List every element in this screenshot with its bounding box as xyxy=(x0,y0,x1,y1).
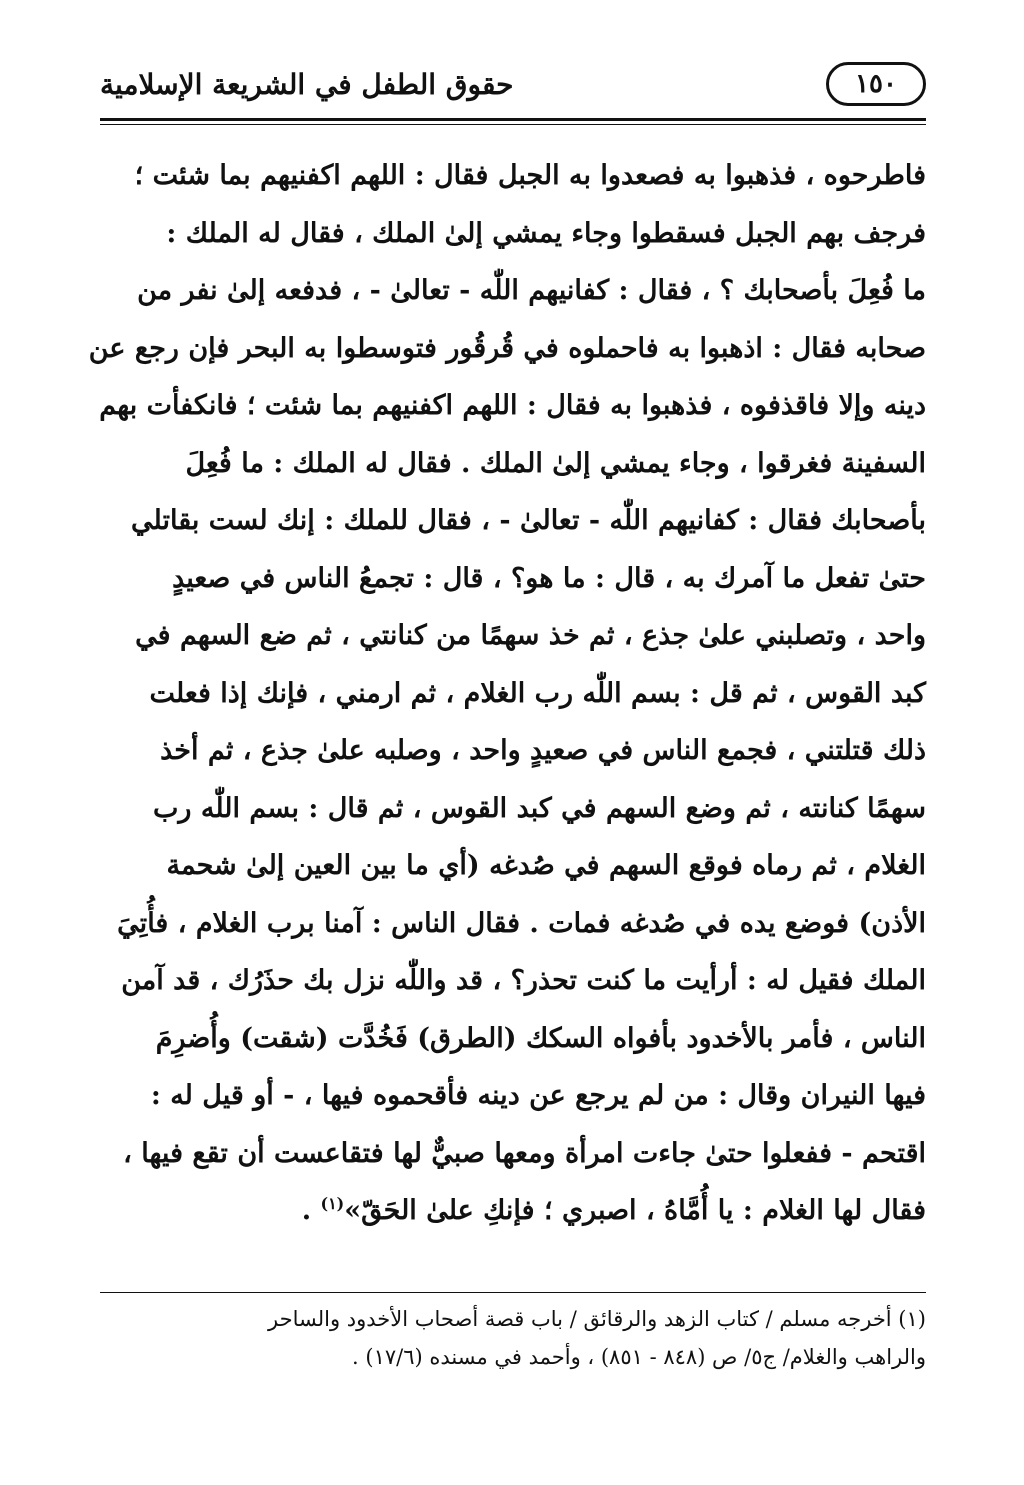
body-last-line xyxy=(100,1182,926,1240)
page-number-badge: ١٥٠ xyxy=(826,62,926,106)
body-line: بأصحابك فقال : كفانيهم اللّٰه - تعالىٰ - ، فقال للملك : إنك لست بقاتلي xyxy=(131,505,926,536)
header-rule-thick xyxy=(100,118,926,121)
body-line: كبد القوس ، ثم قل : بسم اللّٰه رب الغلام ، ثم ارمني ، فإنك إذا فعلت xyxy=(149,677,926,709)
body-text xyxy=(88,147,926,1240)
body-line: الناس ، فأمر بالأخدود بأفواه السكك (الطرق) فَخُدَّت (شقت) وأُضرِمَ xyxy=(155,1022,926,1054)
body-line: فيها النيران وقال : من لم يرجع عن دينه فأقحموه فيها ، - أو قيل له : xyxy=(150,1080,926,1111)
footnote-reference: (١) xyxy=(320,1194,345,1213)
body-line: الغلام ، ثم رماه فوقع السهم في صُدغه (أي ما بين العين إلىٰ شحمة xyxy=(166,850,926,881)
body-line: حتىٰ تفعل ما آمرك به ، قال : ما هو؟ ، قال : تجمعُ الناس في صعيدٍ xyxy=(172,562,926,594)
body-line: سهمًا كنانته ، ثم وضع السهم في كبد القوس ، ثم قال : بسم اللّٰه رب xyxy=(153,792,926,824)
body-line: واحد ، وتصلبني علىٰ جذع ، ثم خذ سهمًا من كنانتي ، ثم ضع السهم في xyxy=(135,620,926,651)
body-line: ما فُعِلَ بأصحابك ؟ ، فقال : كفانيهم اللّٰه - تعالىٰ - ، فدفعه إلىٰ نفر من xyxy=(137,275,926,306)
body-line: السفينة فغرقوا ، وجاء يمشي إلىٰ الملك . فقال له الملك : ما فُعِلَ xyxy=(185,447,926,479)
body-line: دينه وإلا فاقذفوه ، فذهبوا به فقال : اللهم اكفنيهم بما شئت ؛ فانكفأت بهم xyxy=(99,390,926,421)
body-line: صحابه فقال : اذهبوا به فاحملوه في قُرقُور فتوسطوا به البحر فإن رجع عن xyxy=(88,332,926,364)
header-rule-thin xyxy=(100,124,926,125)
footnote-separator xyxy=(100,1292,926,1293)
footnotes xyxy=(100,1300,926,1376)
footnote-line: (١) أخرجه مسلم / كتاب الزهد والرقائق / باب قصة أصحاب الأخدود والساحر xyxy=(268,1307,926,1331)
body-line: اقتحم - ففعلوا حتىٰ جاءت امرأة ومعها صبيٌّ لها فتقاعست أن تقع فيها ، xyxy=(123,1137,926,1169)
body-line: الأذن) فوضع يده في صُدغه فمات . فقال الناس : آمنا برب الغلام ، فأُتِيَ xyxy=(117,907,926,939)
body-line: فاطرحوه ، فذهبوا به فصعدوا به الجبل فقال : اللهم اكفنيهم بما شئت ؛ xyxy=(134,160,926,191)
running-title: حقوق الطفل في الشريعة الإسلامية xyxy=(100,68,514,101)
body-line: ذلك قتلتني ، فجمع الناس في صعيدٍ واحد ، وصلبه علىٰ جذع ، ثم أخذ xyxy=(160,735,926,766)
page-header xyxy=(100,62,926,120)
footnote-line: والراهب والغلام/ ج٥/ ص (٨٤٨ - ٨٥١) ، وأحمد في مسنده (١٧/٦) . xyxy=(352,1345,926,1369)
last-line-tail: . xyxy=(301,1195,321,1226)
last-line-text: فقال لها الغلام : يا أُمَّاهُ ، اصبري ؛ فإنكِ علىٰ الحَقّ» xyxy=(344,1195,926,1226)
body-line: الملك فقيل له : أرأيت ما كنت تحذر؟ ، قد واللّٰه نزل بك حذَرُك ، قد آمن xyxy=(121,965,926,996)
body-line: فرجف بهم الجبل فسقطوا وجاء يمشي إلىٰ الملك ، فقال له الملك : xyxy=(166,217,926,249)
